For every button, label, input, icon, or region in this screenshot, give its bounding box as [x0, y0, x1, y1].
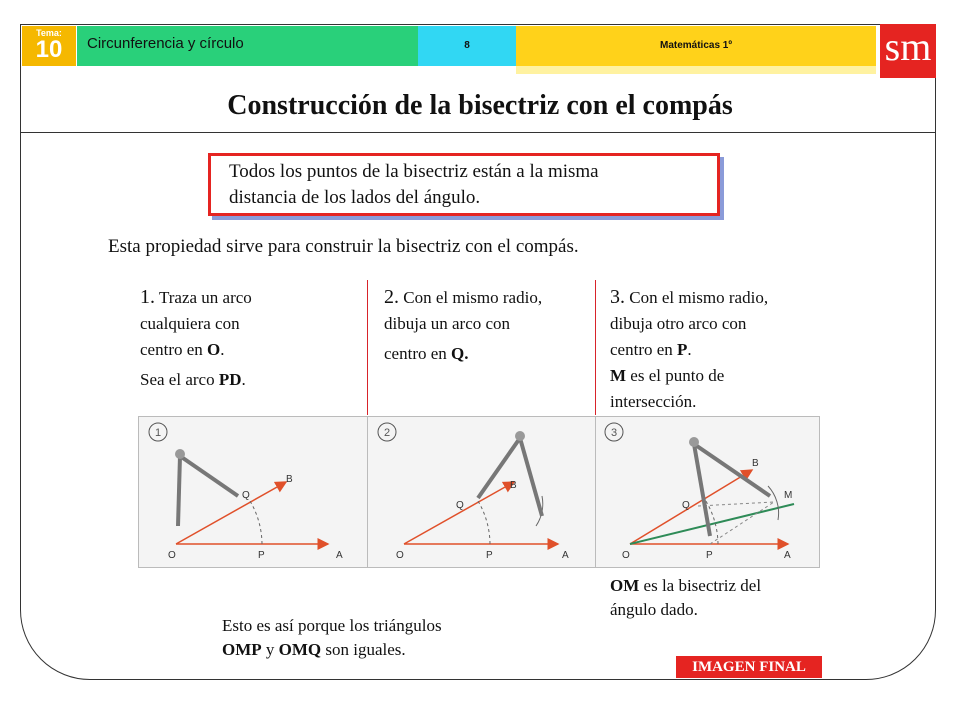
step-3-line-4: es el punto de — [626, 366, 725, 385]
bisector-note — [610, 574, 761, 622]
property-line-2: distancia de los lados del ángulo. — [229, 187, 481, 208]
step-3-line-5: intersección. — [610, 392, 697, 411]
figure-3-arc-m — [768, 486, 779, 520]
title-divider — [20, 132, 936, 133]
figure-3-ray-ob — [630, 470, 752, 544]
step-3-point-p: P — [677, 340, 688, 359]
step-1-arc-pd: PD — [218, 370, 242, 389]
step-1-period-2: . — [241, 370, 246, 389]
figure-3-label-b: B — [752, 458, 759, 469]
step-3-line-1: Con el mismo radio, — [629, 288, 769, 307]
figure-1-badge: 1 — [154, 427, 162, 439]
final-image-button[interactable]: IMAGEN FINAL — [676, 656, 822, 678]
step-1-line-2: cualquiera con — [140, 314, 240, 333]
step-2 — [384, 284, 542, 367]
page-title: Construcción de la bisectriz con el compás — [227, 90, 733, 121]
figure-2-arc-pd — [478, 501, 490, 544]
figure-1-label-q: Q — [242, 490, 250, 501]
figure-2-ray-ob — [404, 482, 514, 544]
step-2-number: 2. — [384, 286, 399, 308]
figure-2-compass-hinge — [515, 431, 525, 441]
figure-3 — [605, 423, 794, 561]
figure-2-label-q: Q — [456, 500, 464, 511]
figure-3-segment-qm — [698, 502, 774, 506]
topic-title: Circunferencia y círculo — [77, 26, 418, 66]
tema-number: 10 — [35, 36, 63, 63]
triangle-omp: OMP — [222, 640, 262, 659]
figure-2-label-a: A — [562, 550, 569, 561]
step-1 — [140, 284, 252, 393]
figure-1-label-p: P — [258, 550, 265, 561]
tema-label: Tema: — [36, 28, 62, 38]
page-number: 8 — [418, 26, 516, 66]
step-2-line-1: Con el mismo radio, — [403, 288, 543, 307]
step-3-line-2: dibuja otro arco con — [610, 314, 747, 333]
reason-conj: y — [261, 640, 279, 659]
step-3-line-3: centro en — [610, 340, 678, 359]
reason-line-1: Esto es así porque los triángulos — [222, 616, 442, 635]
intro-text: Esta propiedad sirve para construir la bisectriz con el compás. — [108, 236, 579, 257]
step-1-line-1: Traza un arco — [158, 288, 252, 307]
step-1-point-o: O — [207, 340, 221, 359]
step-divider-2 — [595, 280, 596, 415]
bisector-om: OM — [610, 576, 640, 595]
reason-note — [222, 614, 442, 662]
step-2-point-q: Q. — [451, 344, 469, 363]
bisector-note-line-1: es la bisectriz del — [639, 576, 762, 595]
figure-3-compass-leg-b — [694, 444, 770, 496]
step-3 — [610, 284, 768, 415]
step-1-line-4: Sea el arco — [140, 370, 219, 389]
figure-1-compass-leg-a — [178, 456, 180, 526]
bisector-note-line-2: ángulo dado. — [610, 600, 698, 619]
step-1-number: 1. — [140, 286, 155, 308]
triangle-omq: OMQ — [278, 640, 322, 659]
figure-3-label-q: Q — [682, 500, 690, 511]
figure-1-arc-pd — [250, 501, 262, 544]
figure-3-badge: 3 — [610, 427, 618, 439]
figure-3-compass-hinge — [689, 437, 699, 447]
figure-1-label-a: A — [336, 550, 343, 561]
figure-2-compass-leg-b — [520, 438, 542, 516]
sm-logo: sm — [880, 24, 936, 78]
step-1-period: . — [220, 340, 225, 359]
figure-3-label-a: A — [784, 550, 791, 561]
figure-3-bisector-om — [630, 504, 794, 544]
step-2-line-3: centro en — [384, 344, 452, 363]
tema-badge — [22, 26, 76, 66]
figure-2-label-p: P — [486, 550, 493, 561]
figure-2-label-o: O — [396, 550, 404, 561]
figure-1-compass-leg-b — [180, 456, 238, 496]
figure-3-label-o: O — [622, 550, 630, 561]
step-1-line-3: centro en — [140, 340, 208, 359]
figure-1 — [149, 423, 343, 561]
subject-label: Matemáticas 1º — [516, 26, 876, 66]
step-divider-1 — [367, 280, 368, 415]
step-3-point-m: M — [610, 366, 627, 385]
figure-1-compass-hinge — [175, 449, 185, 459]
figure-1-label-b: B — [286, 474, 293, 485]
figure-2-badge: 2 — [383, 427, 391, 439]
figure-3-compass-leg-a — [694, 444, 710, 536]
figure-2 — [378, 423, 569, 561]
header-strip — [516, 66, 876, 74]
figure-3-label-m: M — [784, 490, 793, 501]
property-line-1: Todos los puntos de la bisectriz están a la misma — [229, 161, 599, 182]
construction-figures — [138, 416, 820, 568]
figure-3-label-p: P — [706, 550, 713, 561]
step-3-period: . — [687, 340, 692, 359]
reason-end: son iguales. — [321, 640, 406, 659]
figure-2-label-b: B — [510, 480, 517, 491]
step-2-line-2: dibuja un arco con — [384, 314, 511, 333]
step-3-number: 3. — [610, 286, 625, 308]
property-box — [208, 153, 720, 216]
figure-1-label-o: O — [168, 550, 176, 561]
